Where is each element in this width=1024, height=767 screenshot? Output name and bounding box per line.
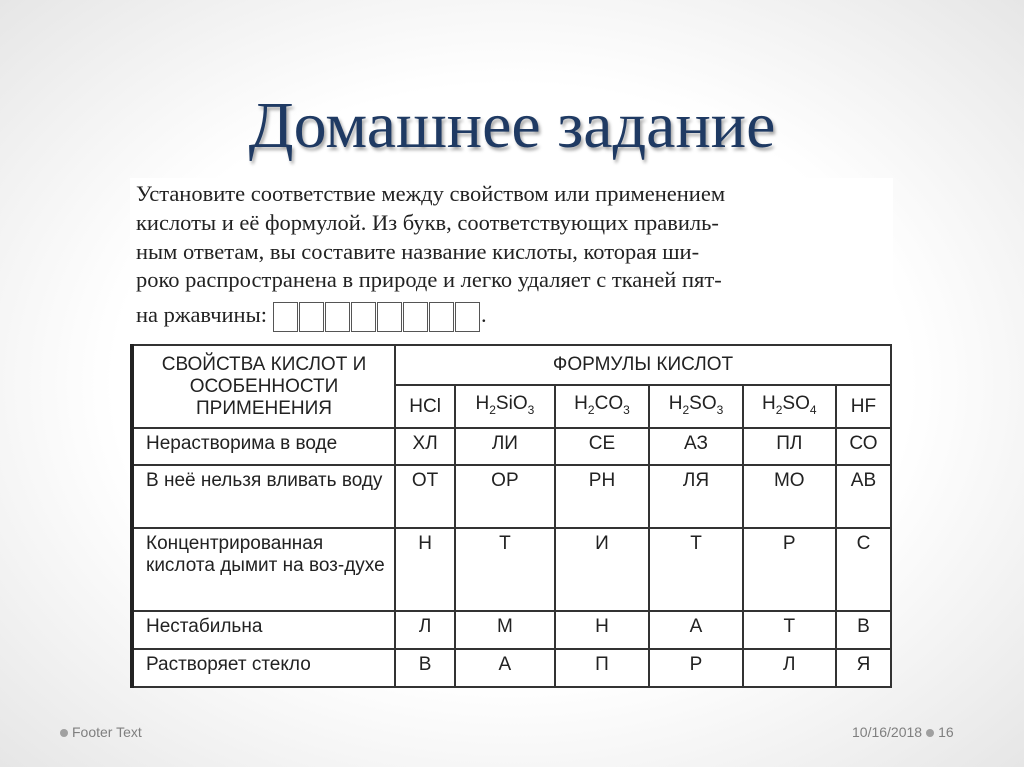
letter-cell: СО <box>836 428 891 465</box>
letter-cell: А <box>649 611 742 649</box>
group-header: ФОРМУЛЫ КИСЛОТ <box>395 345 891 385</box>
table-row <box>132 649 891 687</box>
letter-cell: МО <box>743 465 836 527</box>
letter-cell: ЛИ <box>455 428 554 465</box>
formula-header: $H_2SO_3$ <box>649 385 742 428</box>
letter-cell: ХЛ <box>395 428 455 465</box>
letter-cell: М <box>455 611 554 649</box>
formula-header: HCl <box>395 385 455 428</box>
task-line: Установите соответствие между свойством или применением <box>136 181 726 206</box>
corner-header: СВОЙСТВА КИСЛОТ И ОСОБЕННОСТИ ПРИМЕНЕНИЯ <box>132 345 395 428</box>
letter-cell: ПЛ <box>743 428 836 465</box>
bullet-icon <box>60 729 68 737</box>
letter-cell: А <box>455 649 554 687</box>
table-row <box>132 428 891 465</box>
letter-cell: Т <box>649 528 742 611</box>
letter-cell: С <box>836 528 891 611</box>
row-label: Концентрированная кислота дымит на воз-духе <box>132 528 395 611</box>
answer-box <box>325 302 350 332</box>
acid-table <box>130 344 892 688</box>
answer-box <box>429 302 454 332</box>
footer-date: 10/16/2018 <box>852 724 923 740</box>
letter-cell: И <box>555 528 650 611</box>
letter-cell: В <box>836 611 891 649</box>
letter-cell: П <box>555 649 650 687</box>
letter-cell: Н <box>395 528 455 611</box>
row-label: В неё нельзя вливать воду <box>132 465 395 527</box>
table-row <box>132 528 891 611</box>
bullet-icon <box>926 729 934 737</box>
letter-cell: ОР <box>455 465 554 527</box>
formula-header: $H_2SiO_3$ <box>455 385 554 428</box>
task-end: . <box>480 302 487 328</box>
task-line: ным ответам, вы составите название кислоты, которая ши- <box>136 238 700 264</box>
letter-cell: Р <box>649 649 742 687</box>
letter-cell: Я <box>836 649 891 687</box>
letter-cell: Т <box>743 611 836 649</box>
answer-box <box>351 302 376 332</box>
letter-cell: Т <box>455 528 554 611</box>
answer-box <box>299 302 324 332</box>
task-line: на ржавчины: <box>136 302 267 328</box>
task-line: роко распространена в природе и легко удаляет с тканей пят- <box>136 267 722 293</box>
letter-cell: РН <box>555 465 650 527</box>
row-label: Растворяет стекло <box>132 649 395 687</box>
answer-boxes <box>273 302 481 332</box>
page-number: 16 <box>938 724 954 740</box>
letter-cell: СЕ <box>555 428 650 465</box>
row-label: Нестабильна <box>132 611 395 649</box>
letter-cell: АВ <box>836 465 891 527</box>
letter-cell: Н <box>555 611 650 649</box>
answer-box <box>377 302 402 332</box>
table-row <box>132 465 891 527</box>
formula-header: HF <box>836 385 891 428</box>
letter-cell: ОТ <box>395 465 455 527</box>
footer <box>56 724 142 740</box>
footer-text: Footer Text <box>72 724 142 740</box>
table-row <box>132 611 891 649</box>
footer-right <box>852 724 954 740</box>
answer-box <box>403 302 428 332</box>
letter-cell: В <box>395 649 455 687</box>
task-line: кислоты и её формулой. Из букв, соответствующих правиль- <box>136 209 719 235</box>
slide-title: Домашнее задание <box>248 89 776 162</box>
letter-cell: ЛЯ <box>649 465 742 527</box>
formula-header: $H_2SO_4$ <box>743 385 836 428</box>
answer-box <box>455 302 480 332</box>
task-text <box>130 178 893 345</box>
letter-cell: Л <box>743 649 836 687</box>
formula-header: $H_2CO_3$ <box>555 385 650 428</box>
letter-cell: Р <box>743 528 836 611</box>
row-label: Нерастворима в воде <box>132 428 395 465</box>
letter-cell: АЗ <box>649 428 742 465</box>
letter-cell: Л <box>395 611 455 649</box>
answer-box <box>273 302 298 332</box>
